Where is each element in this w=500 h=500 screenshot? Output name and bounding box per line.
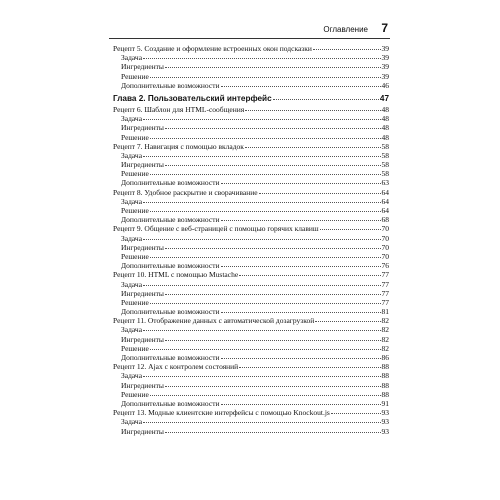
toc-entry-page: 48 <box>381 123 389 133</box>
toc-entry-title: Дополнительные возможности <box>121 80 220 90</box>
toc-entry-title: Рецепт 7. Навигация с помощью вкладок <box>113 141 244 151</box>
toc-entry-title: Рецепт 6. Шаблон для HTML-сообщения <box>113 104 245 114</box>
dot-leader <box>331 407 381 414</box>
toc-entry-page: 88 <box>381 362 389 372</box>
dot-leader <box>150 389 381 396</box>
dot-leader <box>245 141 381 148</box>
toc-entry-title: Дополнительные возможности <box>121 178 220 188</box>
running-header <box>109 22 390 34</box>
dot-leader <box>273 93 379 100</box>
dot-leader <box>165 380 381 387</box>
toc-entry-page: 77 <box>381 288 389 298</box>
dot-leader <box>320 223 381 230</box>
dot-leader <box>150 251 381 258</box>
dot-leader <box>165 159 381 166</box>
toc-entry-page: 82 <box>381 343 389 353</box>
toc-entry-page: 39 <box>381 62 389 72</box>
toc-entry-title: Задача <box>121 417 143 427</box>
table-of-contents <box>113 44 389 436</box>
toc-entry-page: 58 <box>381 160 389 170</box>
toc-entry-page: 47 <box>379 93 389 103</box>
toc-entry-page: 48 <box>381 114 389 124</box>
dot-leader <box>150 71 381 78</box>
toc-entry-page: 93 <box>381 417 389 427</box>
toc-entry-page: 64 <box>381 196 389 206</box>
dot-leader <box>150 168 381 175</box>
toc-entry-title: Ингредиенты <box>121 123 164 133</box>
toc-entry-title: Рецепт 8. Удобное раскрытие и сворачивание <box>113 187 258 197</box>
dot-leader <box>259 187 381 194</box>
dot-leader <box>315 315 380 322</box>
toc-entry-page: 77 <box>381 279 389 289</box>
toc-entry-page: 70 <box>381 233 389 243</box>
dot-leader <box>143 416 380 423</box>
toc-entry-page: 77 <box>381 270 389 280</box>
toc-entry-title: Дополнительные возможности <box>121 307 220 317</box>
dot-leader <box>143 52 380 59</box>
dot-leader <box>221 260 381 267</box>
dot-leader <box>165 242 381 249</box>
toc-entry-page: 86 <box>381 353 389 362</box>
toc-entry-title: Задача <box>121 279 143 289</box>
dot-leader <box>143 324 380 331</box>
toc-entry-page: 70 <box>381 242 389 252</box>
toc-entry-title: Рецепт 10. HTML с помощью Mustache <box>113 270 239 280</box>
toc-entry-title: Решение <box>121 169 149 179</box>
toc-entry-title: Ингредиенты <box>121 426 164 436</box>
toc-entry-page: 82 <box>381 334 389 344</box>
toc-entry-title: Ингредиенты <box>121 62 164 72</box>
toc-entry-title: Задача <box>121 53 143 63</box>
toc-entry-page: 46 <box>381 80 389 90</box>
toc-entry-title: Ингредиенты <box>121 160 164 170</box>
toc-entry-page: 64 <box>381 187 389 197</box>
toc-entry-title: Ингредиенты <box>121 334 164 344</box>
dot-leader <box>165 334 381 341</box>
toc-entry-title: Глава 2. Пользовательский интерфейс <box>113 93 272 103</box>
dot-leader <box>165 122 381 129</box>
dot-leader <box>143 113 380 120</box>
toc-entry-title: Рецепт 5. Создание и оформление встроенных окон подсказки <box>113 44 312 53</box>
toc-entry-title: Решение <box>121 71 149 81</box>
toc-entry-title: Решение <box>121 132 149 142</box>
toc-entry-title: Задача <box>121 233 143 243</box>
toc-entry-page: 93 <box>381 408 389 418</box>
dot-leader <box>150 132 381 139</box>
toc-entry-title: Рецепт 12. Ajax с контролем состояний <box>113 362 239 372</box>
header-title: Оглавление <box>323 25 368 34</box>
dot-leader <box>143 196 380 203</box>
dot-leader <box>150 205 381 212</box>
toc-entry-page: 58 <box>381 169 389 179</box>
toc-entry-title: Дополнительные возможности <box>121 261 220 271</box>
dot-leader <box>221 214 381 221</box>
toc-entry-title: Ингредиенты <box>121 242 164 252</box>
toc-entry-page: 58 <box>381 141 389 151</box>
toc-entry-page: 58 <box>381 150 389 160</box>
toc-entry-page: 93 <box>381 426 389 436</box>
toc-entry-title: Дополнительные возможности <box>121 353 220 362</box>
toc-entry-page: 81 <box>381 307 389 317</box>
toc-entry-title: Решение <box>121 343 149 353</box>
toc-entry-page: 39 <box>381 53 389 63</box>
toc-entry-page: 48 <box>381 104 389 114</box>
toc-sub-entry <box>113 81 389 90</box>
toc-sub-entry <box>113 427 389 436</box>
toc-entry-title: Задача <box>121 150 143 160</box>
dot-leader <box>221 80 381 87</box>
toc-entry-title: Решение <box>121 251 149 261</box>
dot-leader <box>143 370 380 377</box>
dot-leader <box>165 61 381 68</box>
dot-leader <box>221 177 381 184</box>
dot-leader <box>150 297 381 304</box>
toc-entry-title: Задача <box>121 325 143 335</box>
dot-leader <box>165 426 381 433</box>
toc-entry-title: Решение <box>121 389 149 399</box>
toc-entry-page: 82 <box>381 325 389 335</box>
header-rule <box>109 38 390 39</box>
toc-entry-page: 39 <box>381 44 389 53</box>
toc-entry-title: Дополнительные возможности <box>121 215 220 225</box>
toc-entry-page: 88 <box>381 380 389 390</box>
toc-entry-page: 82 <box>381 316 389 326</box>
toc-entry-page: 70 <box>381 251 389 261</box>
dot-leader <box>313 43 381 50</box>
toc-entry-title: Ингредиенты <box>121 288 164 298</box>
toc-entry-title: Рецепт 9. Общение с веб-страницей с помощью горячих клавиш <box>113 224 319 234</box>
toc-entry-page: 68 <box>381 215 389 225</box>
toc-entry-title: Рецепт 11. Отображение данных с автоматической дозагрузкой <box>113 316 315 326</box>
dot-leader <box>165 288 381 295</box>
toc-entry-page: 88 <box>381 389 389 399</box>
toc-entry-page: 48 <box>381 132 389 142</box>
toc-entry-title: Задача <box>121 114 143 124</box>
toc-entry-page: 64 <box>381 206 389 215</box>
header-page-number: 7 <box>381 21 388 35</box>
toc-entry-page: 63 <box>381 178 389 188</box>
toc-entry-page: 76 <box>381 261 389 271</box>
toc-entry-title: Решение <box>121 297 149 307</box>
dot-leader <box>245 104 380 111</box>
dot-leader <box>143 233 380 240</box>
toc-entry-page: 88 <box>381 371 389 381</box>
toc-entry-page: 77 <box>381 297 389 307</box>
toc-entry-title: Решение <box>121 206 149 215</box>
dot-leader <box>221 352 381 359</box>
dot-leader <box>239 269 380 276</box>
toc-entry-title: Дополнительные возможности <box>121 398 220 408</box>
dot-leader <box>221 306 381 313</box>
dot-leader <box>143 150 380 157</box>
toc-entry-page: 70 <box>381 224 389 234</box>
dot-leader <box>150 343 381 350</box>
toc-entry-title: Ингредиенты <box>121 380 164 390</box>
dot-leader <box>143 279 380 286</box>
toc-entry-page: 91 <box>381 398 389 408</box>
toc-entry-page: 39 <box>381 71 389 81</box>
dot-leader <box>221 398 381 405</box>
toc-entry-title: Задача <box>121 371 143 381</box>
toc-entry-title: Задача <box>121 196 143 206</box>
dot-leader <box>239 361 380 368</box>
toc-entry-title: Рецепт 13. Модные клиентские интерфейсы с помощью Knockout.js <box>113 408 330 418</box>
